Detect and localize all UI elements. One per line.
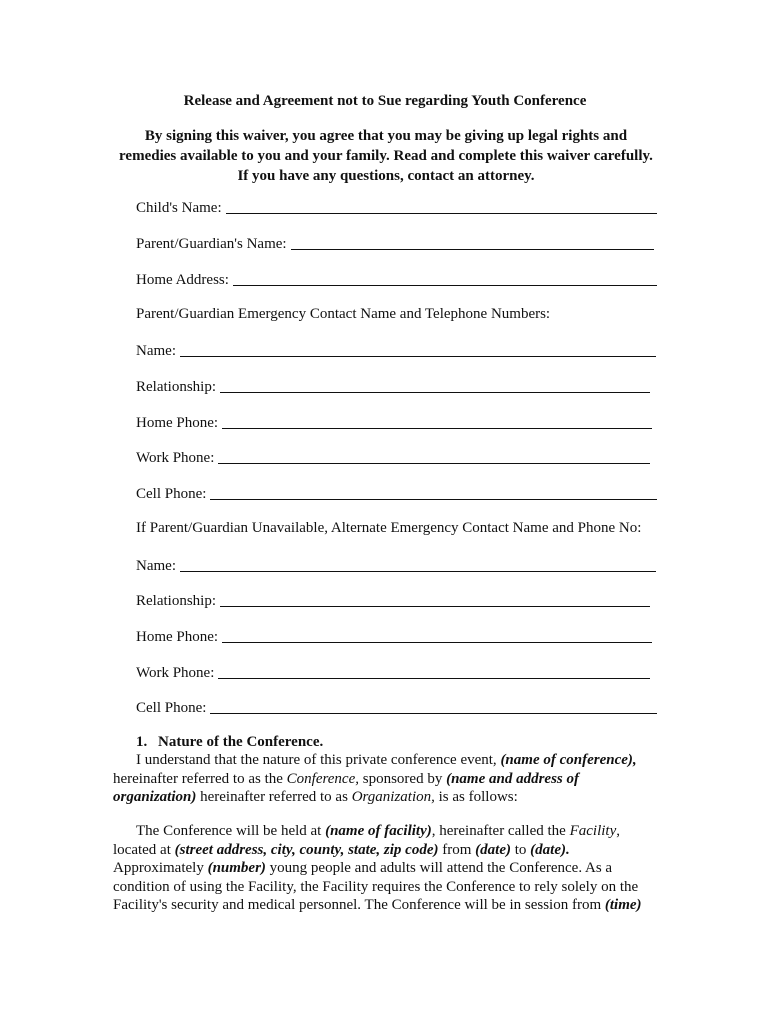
alternate-cell-phone-field[interactable]	[136, 697, 657, 717]
placeholder-conference-name: (name of conference),	[500, 752, 637, 768]
field-label: Cell Phone:	[136, 700, 207, 716]
field-label: Relationship:	[136, 593, 216, 609]
text-run: , located at	[113, 823, 620, 858]
text-run: Conference,	[286, 770, 359, 787]
field-label: Home Address:	[136, 272, 229, 288]
guardian-name-field[interactable]	[136, 233, 654, 253]
text-run: Approximately	[113, 860, 208, 876]
emergency-cell-phone-field[interactable]	[136, 483, 657, 503]
document-title: Release and Agreement not to Sue regarding Youth Conference	[183, 93, 587, 109]
warning-line: If you have any questions, contact an attorney.	[237, 168, 535, 184]
field-label: Work Phone:	[136, 450, 215, 466]
text-run: to	[510, 841, 531, 858]
waiver-warning	[108, 126, 664, 186]
placeholder-facility-address: (street address, city, county, state, zip code)	[174, 841, 439, 858]
emergency-name-input-line[interactable]	[180, 342, 656, 357]
section-number: 1.	[136, 734, 148, 750]
emergency-home-phone-field[interactable]	[136, 412, 652, 432]
home-address-field[interactable]	[136, 269, 657, 289]
field-label: Work Phone:	[136, 665, 215, 681]
text-run: hereinafter referred to as	[196, 789, 352, 805]
placeholder-start-date: (date)	[475, 841, 511, 858]
emergency-work-phone-field[interactable]	[136, 447, 650, 467]
guardian-name-input-line[interactable]	[291, 235, 654, 250]
emergency-relationship-field[interactable]	[136, 376, 650, 396]
text-run: from	[438, 841, 476, 858]
emergency-contact-heading: Parent/Guardian Emergency Contact Name and Telephone Numbers:	[136, 306, 551, 322]
alternate-name-field[interactable]	[136, 555, 656, 575]
emergency-relationship-input-line[interactable]	[220, 378, 650, 393]
text-run: sponsored by	[359, 770, 447, 787]
text-run: , hereinafter called the	[431, 823, 570, 839]
emergency-name-field[interactable]	[136, 340, 656, 360]
field-label: Child's Name:	[136, 200, 222, 216]
child-name-input-line[interactable]	[226, 199, 657, 214]
text-run: Organization,	[351, 789, 435, 805]
section-heading: Nature of the Conference.	[158, 734, 324, 750]
text-run: Facility	[569, 823, 617, 839]
alternate-work-phone-input-line[interactable]	[218, 664, 650, 679]
field-label: Name:	[136, 558, 176, 574]
placeholder-end-date: (date).	[530, 841, 570, 858]
emergency-work-phone-input-line[interactable]	[218, 449, 650, 464]
alternate-relationship-input-line[interactable]	[220, 592, 650, 607]
alternate-name-input-line[interactable]	[180, 557, 656, 572]
field-label: Cell Phone:	[136, 486, 207, 502]
emergency-cell-phone-input-line[interactable]	[210, 485, 657, 500]
field-label: Name:	[136, 343, 176, 359]
placeholder-facility-name: (name of facility)	[325, 823, 432, 839]
section-1-paragraph-1	[113, 751, 653, 807]
alternate-work-phone-field[interactable]	[136, 662, 650, 682]
field-label: Relationship:	[136, 379, 216, 395]
text-run: The Conference will be held at	[136, 823, 326, 839]
text-run: hereinafter referred to as the	[113, 770, 287, 787]
child-name-field[interactable]	[136, 197, 657, 217]
emergency-home-phone-input-line[interactable]	[222, 414, 652, 429]
section-1-paragraph-2	[113, 822, 653, 915]
alternate-home-phone-field[interactable]	[136, 626, 652, 646]
placeholder-attendee-count: (number)	[207, 860, 266, 876]
text-run: I understand that the nature of this private conference event,	[136, 752, 501, 768]
home-address-input-line[interactable]	[233, 271, 657, 286]
placeholder-organization: (name and address of organization)	[113, 770, 579, 805]
warning-line: By signing this waiver, you agree that you may be giving up legal rights and	[144, 128, 628, 144]
field-label: Home Phone:	[136, 629, 219, 645]
alternate-relationship-field[interactable]	[136, 590, 650, 610]
field-label: Home Phone:	[136, 415, 219, 431]
placeholder-time: (time)	[604, 897, 642, 913]
field-label: Parent/Guardian's Name:	[136, 236, 287, 252]
text-run: is as follows:	[434, 789, 518, 805]
warning-line: remedies available to you and your family. Read and complete this waiver carefully.	[119, 148, 653, 164]
alternate-contact-heading: If Parent/Guardian Unavailable, Alternate Emergency Contact Name and Phone No:	[136, 520, 642, 536]
alternate-cell-phone-input-line[interactable]	[210, 699, 657, 714]
alternate-home-phone-input-line[interactable]	[222, 628, 652, 643]
section-1-title	[136, 734, 323, 751]
text-run: young people and adults will attend the Conference. As a condition of using the Facility, the Facility requires the Conference to rely solely on the Facility's security and medical personnel. The Conference will be in session from	[113, 860, 639, 913]
